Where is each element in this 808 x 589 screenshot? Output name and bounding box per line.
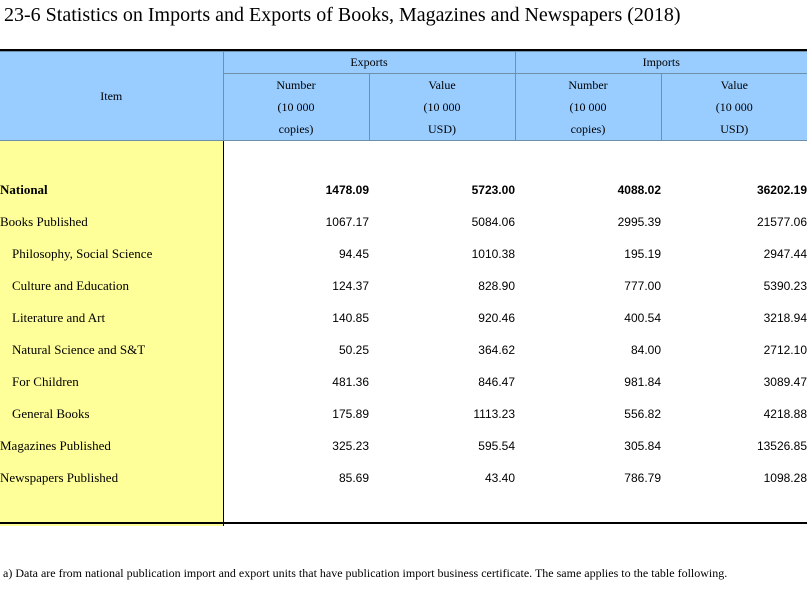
row-label: General Books — [0, 398, 223, 430]
imports-number-cell: 786.79 — [624, 471, 661, 485]
imports-number-cell: 556.82 — [624, 407, 661, 421]
imports-value-cell: 36202.19 — [756, 183, 807, 197]
imports-value-cell: 2947.44 — [763, 247, 807, 261]
imports-number-header — [515, 74, 661, 141]
table-row-magazines-published — [0, 430, 807, 462]
table-row-natural-science — [0, 334, 807, 366]
imports-number-cell: 195.19 — [624, 247, 661, 261]
column-unit-top: (10 000 — [569, 100, 607, 114]
table-row-culture-education — [0, 270, 807, 302]
exports-value-cell: 1010.38 — [471, 247, 515, 261]
column-unit-top: (10 000 — [715, 100, 753, 114]
row-label: For Children — [0, 366, 223, 398]
imports-group-header: Imports — [515, 52, 807, 74]
column-unit-bottom: USD) — [427, 122, 456, 136]
imports-number-cell: 400.54 — [624, 311, 661, 325]
exports-group-header: Exports — [223, 52, 515, 74]
table-row-national — [0, 174, 807, 206]
table-row-general-books — [0, 398, 807, 430]
table-row-literature-art — [0, 302, 807, 334]
table-row-for-children — [0, 366, 807, 398]
row-label: Natural Science and S&T — [0, 334, 223, 366]
imports-value-cell: 2712.10 — [763, 343, 807, 357]
row-label: National — [0, 174, 223, 206]
exports-value-cell: 595.54 — [478, 439, 515, 453]
exports-number-cell: 50.25 — [338, 343, 369, 357]
exports-number-cell: 85.69 — [338, 471, 369, 485]
bottom-rule — [0, 522, 807, 524]
imports-number-cell: 777.00 — [624, 279, 661, 293]
spacer-row-top — [0, 141, 807, 175]
column-label: Value — [720, 78, 748, 92]
exports-value-cell: 828.90 — [478, 279, 515, 293]
imports-value-cell: 1098.28 — [763, 471, 807, 485]
column-label: Value — [428, 78, 456, 92]
imports-value-cell: 5390.23 — [763, 279, 807, 293]
exports-value-cell: 5084.06 — [471, 215, 515, 229]
imports-number-cell: 4088.02 — [617, 183, 661, 197]
exports-number-cell: 1067.17 — [325, 215, 369, 229]
row-label: Newspapers Published — [0, 462, 223, 494]
column-label: Number — [568, 78, 608, 92]
page-title: 23-6 Statistics on Imports and Exports of Books, Magazines and Newspapers (2018) — [4, 4, 681, 26]
footnote: a) Data are from national publication import and export units that have publication import business certificate. The same applies to the table following. — [3, 566, 728, 580]
exports-number-cell: 1478.09 — [325, 183, 369, 197]
exports-value-cell: 1113.23 — [473, 407, 515, 421]
column-unit-bottom: copies) — [278, 122, 314, 136]
imports-value-cell: 3089.47 — [763, 375, 807, 389]
imports-value-cell: 21577.06 — [756, 215, 807, 229]
imports-number-cell: 2995.39 — [617, 215, 661, 229]
exports-value-cell: 5723.00 — [471, 183, 515, 197]
column-unit-bottom: USD) — [720, 122, 749, 136]
exports-number-cell: 124.37 — [332, 279, 369, 293]
statistics-table — [0, 51, 807, 526]
item-header: Item — [0, 52, 223, 141]
exports-number-header — [223, 74, 369, 141]
table-row-newspapers-published — [0, 462, 807, 494]
column-unit-bottom: copies) — [570, 122, 606, 136]
imports-value-cell: 13526.85 — [756, 439, 807, 453]
exports-number-cell: 325.23 — [332, 439, 369, 453]
exports-value-header — [369, 74, 515, 141]
table-row-books-published — [0, 206, 807, 238]
imports-number-cell: 981.84 — [624, 375, 661, 389]
row-label: Philosophy, Social Science — [0, 238, 223, 270]
row-label: Culture and Education — [0, 270, 223, 302]
exports-number-cell: 481.36 — [332, 375, 369, 389]
row-label: Books Published — [0, 206, 223, 238]
imports-number-cell: 305.84 — [624, 439, 661, 453]
imports-value-cell: 3218.94 — [763, 311, 807, 325]
column-unit-top: (10 000 — [423, 100, 461, 114]
exports-number-cell: 140.85 — [332, 311, 369, 325]
exports-number-cell: 94.45 — [338, 247, 369, 261]
imports-value-cell: 4218.88 — [763, 407, 807, 421]
row-label: Literature and Art — [0, 302, 223, 334]
row-label: Magazines Published — [0, 430, 223, 462]
imports-number-cell: 84.00 — [630, 343, 661, 357]
exports-value-cell: 364.62 — [478, 343, 515, 357]
exports-value-cell: 43.40 — [484, 471, 515, 485]
exports-value-cell: 846.47 — [478, 375, 515, 389]
column-unit-top: (10 000 — [277, 100, 315, 114]
table-row-philosophy — [0, 238, 807, 270]
exports-number-cell: 175.89 — [332, 407, 369, 421]
column-label: Number — [276, 78, 316, 92]
exports-value-cell: 920.46 — [478, 311, 515, 325]
imports-value-header — [661, 74, 807, 141]
